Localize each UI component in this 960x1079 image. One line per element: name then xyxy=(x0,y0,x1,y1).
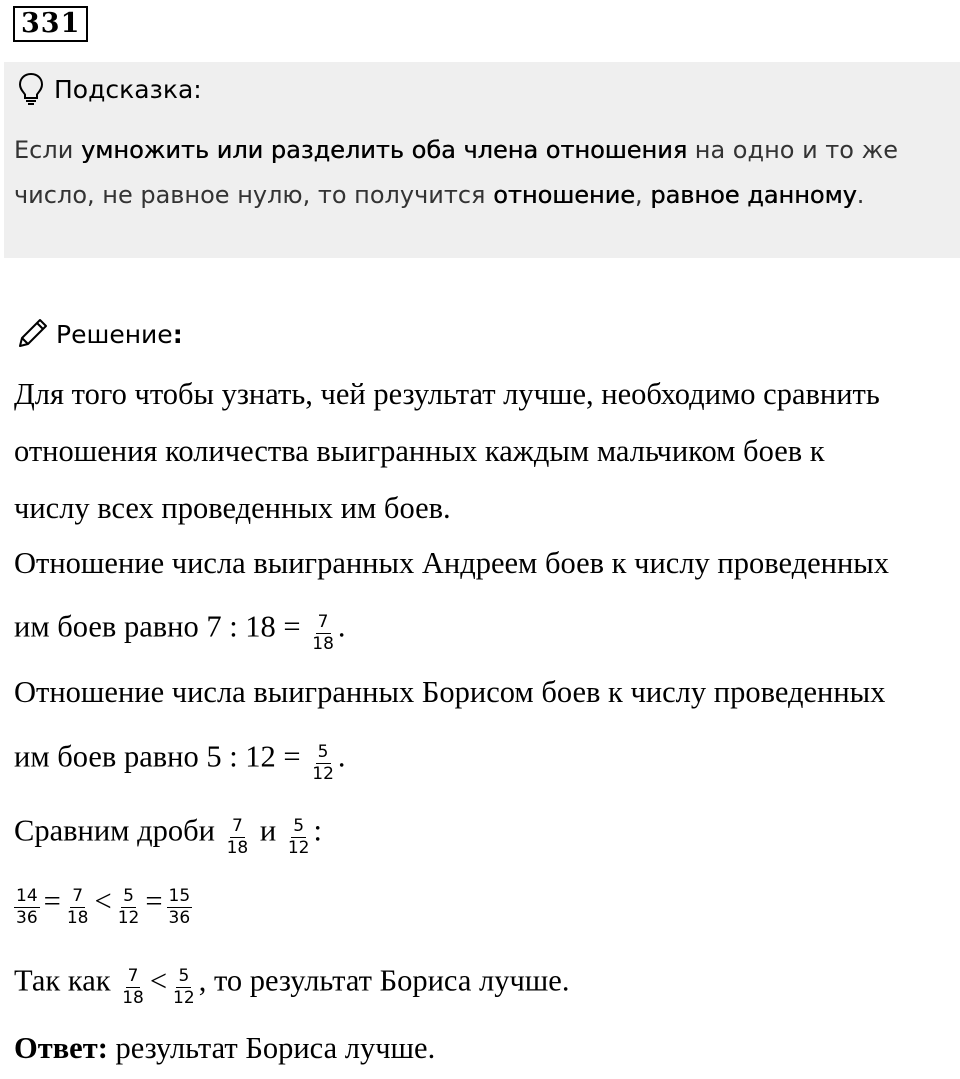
paragraph-line: Для того чтобы узнать, чей результат лучше, необходимо сравнить xyxy=(14,377,880,411)
hint-text-part: число, не равное нулю, то получится xyxy=(14,181,494,209)
hint-bold: равное данному xyxy=(650,181,857,209)
andrey-ratio-text: им боев равно 7 : 18 = xyxy=(14,609,309,644)
andrey-line: Отношение числа выигранных Андреем боев к числу проведенных xyxy=(14,546,890,580)
compare-line xyxy=(14,812,322,858)
compare-and: и xyxy=(252,813,284,848)
paragraph-line: отношения количества выигранных каждым мальчиком боев к xyxy=(14,434,825,468)
fraction-7-18: $\frac{7}{18}$ xyxy=(312,612,334,654)
boris-ratio-line xyxy=(14,738,346,784)
fraction-15-36: $\frac{15}{36}$ xyxy=(168,886,191,928)
hint-text-part: . xyxy=(856,181,865,209)
answer-line xyxy=(14,1031,435,1066)
hint-header xyxy=(18,72,202,106)
less-than-sign: < xyxy=(149,963,168,998)
hint-text xyxy=(14,128,958,218)
hint-text-part: Если xyxy=(14,136,81,164)
less-than-sign: < xyxy=(94,883,112,918)
fraction-5-12: $\frac{5}{12}$ xyxy=(312,742,334,784)
comparison-chain xyxy=(12,882,194,928)
boris-ratio-text: им боев равно 5 : 12 = xyxy=(14,739,309,774)
fraction-5-12: $\frac{5}{12}$ xyxy=(117,886,140,928)
hint-title: Подсказка: xyxy=(54,74,202,104)
hint-bold: отношение xyxy=(493,181,635,209)
answer-label: Ответ: xyxy=(14,1031,108,1065)
equals-sign: = xyxy=(43,883,61,918)
fraction-7-18: $\frac{7}{18}$ xyxy=(226,816,249,858)
compare-text: Сравним дроби xyxy=(14,813,223,848)
solution-colon: : xyxy=(172,319,183,349)
hint-text-part: на одно и то же xyxy=(687,136,898,164)
solution-title: Решение xyxy=(56,319,173,349)
hint-bold: умножить или разделить оба члена отношения xyxy=(80,136,688,164)
task-number: 331 xyxy=(13,6,88,42)
equals-sign: = xyxy=(145,883,163,918)
fraction-7-18: $\frac{7}{18}$ xyxy=(66,886,89,928)
pencil-icon xyxy=(14,316,50,352)
fraction-5-12: $\frac{5}{12}$ xyxy=(173,966,195,1008)
hint-text-part: , xyxy=(634,181,651,209)
conclusion-text: , то результат Бориса лучше. xyxy=(198,963,570,998)
fraction-14-36: $\frac{14}{36}$ xyxy=(16,886,38,928)
fraction-7-18: $\frac{7}{18}$ xyxy=(122,966,144,1008)
colon: : xyxy=(313,813,322,848)
since-text: Так как xyxy=(14,963,119,998)
answer-text: результат Бориса лучше. xyxy=(107,1031,436,1065)
lightbulb-icon xyxy=(18,72,44,106)
conclusion-line xyxy=(14,962,570,1008)
period: . xyxy=(337,609,346,644)
boris-line: Отношение числа выигранных Борисом боев к числу проведенных xyxy=(14,675,886,709)
solution-header xyxy=(14,316,183,352)
hint-box xyxy=(4,62,960,258)
andrey-ratio-line xyxy=(14,608,346,654)
fraction-5-12: $\frac{5}{12}$ xyxy=(287,816,310,858)
period: . xyxy=(337,739,346,774)
paragraph-line: числу всех проведенных им боев. xyxy=(14,491,451,525)
